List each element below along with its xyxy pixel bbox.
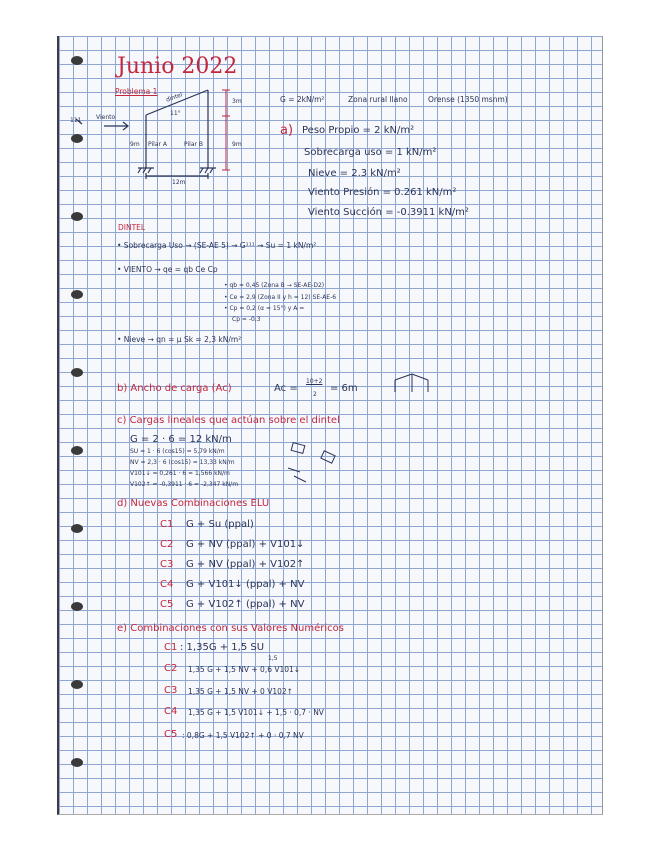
dim-top-right: 3m: [232, 98, 242, 105]
section-c-label: c) Cargas lineales que actúan sobre el dintel: [117, 415, 340, 426]
section-a-line: Sobrecarga uso = 1 kN/m²: [304, 147, 437, 158]
combo-id: C5: [160, 599, 174, 610]
combo-expr: G + V102↑ (ppal) + NV: [186, 599, 305, 610]
section-b-denominator: 2: [313, 391, 317, 398]
dintel-line: • Sobrecarga Uso → (SE-AE 5) → G¹¹¹ → Su = 1 kN/m²: [117, 241, 317, 250]
section-c-line: G = 2 · 6 = 12 kN/m: [130, 434, 232, 445]
section-c-line: SU = 1 · 6 (cos15) = 5,79 kN/m: [130, 448, 225, 455]
section-c-line: V102↑ = -0,3911 · 6 = -2,347 kN/m: [130, 481, 239, 488]
section-b-numerator: 10+2: [306, 378, 323, 385]
combo-margin-note: 1,5: [268, 655, 278, 662]
section-d-label: d) Nuevas Combinaciones ELU: [117, 498, 270, 509]
section-b-result: = 6m: [330, 383, 358, 394]
page-title: Junio 2022: [117, 54, 238, 79]
combo-expr: G + NV (ppal) + V102↑: [186, 559, 305, 570]
dim-span: 12m: [172, 179, 186, 186]
section-a-line: Viento Presión = 0.261 kN/m²: [308, 187, 457, 198]
combo-id: C4: [160, 579, 174, 590]
combo-id: C5: [164, 729, 178, 740]
combo-expr: G + Su (ppal): [186, 519, 254, 530]
section-c-line: NV = 2,3 · 6 (cos15) = 13,33 kN/m: [130, 459, 235, 466]
combo-expr: 1,35 G + 1,5 NV + 0,6 V101↓: [188, 665, 301, 674]
slope-angle: 11°: [170, 110, 181, 117]
rafter-label: dintel: [165, 91, 184, 104]
dintel-line: • Nieve → qn = μ Sk = 2,3 kN/m²: [117, 335, 242, 344]
pillar-a-label: Pilar A: [148, 141, 167, 148]
zone-text: Zona rural llano: [348, 95, 408, 104]
section-a-label: a): [280, 123, 294, 138]
combo-id: C4: [164, 706, 178, 717]
problem-heading: Problema 1: [115, 87, 158, 96]
combo-id: C1: [160, 519, 174, 530]
combo-expr: G + NV (ppal) + V101↓: [186, 539, 305, 550]
combo-id: C3: [160, 559, 174, 570]
wind-arrow-mark: 111: [70, 117, 82, 124]
section-a-line: Nieve = 2.3 kN/m²: [308, 168, 401, 179]
section-b-label: b) Ancho de carga (Ac): [117, 383, 232, 394]
dintel-sub: • Ce = 2,9 (Zona II y h = 12) SE-AE-6: [224, 294, 337, 301]
dintel-sub: • qb = 0,45 (Zona B → SE-AE-D2): [224, 282, 325, 289]
section-a-line: Viento Succión = -0.3911 kN/m²: [308, 207, 469, 218]
combo-expr: : 0,8G + 1,5 V102↑ + 0 · 0,7 NV: [182, 731, 304, 740]
self-weight-g: G = 2kN/m²: [280, 95, 325, 104]
city-text: Orense (1350 msnm): [428, 95, 508, 104]
dintel-sub: • Cp = 0,2 (α ≈ 15°) y A =: [224, 305, 305, 312]
section-e-label: e) Combinaciones con sus Valores Numéricos: [117, 623, 344, 634]
section-a-line: Peso Propio = 2 kN/m²: [302, 125, 415, 136]
combo-id: C2: [160, 539, 174, 550]
combo-id: C1: [164, 642, 178, 653]
dintel-line: • VIENTO → qe = qb Ce Cp: [117, 265, 218, 274]
combo-expr: : 1,35G + 1,5 SU: [180, 642, 265, 653]
dintel-heading: DINTEL: [118, 223, 146, 232]
pillar-b-label: Pilar B: [184, 141, 203, 148]
combo-expr: G + V101↓ (ppal) + NV: [186, 579, 305, 590]
section-c-line: V101↓ = 0,261 · 6 = 1,566 kN/m: [130, 470, 230, 477]
dim-height-left: 9m: [130, 141, 140, 148]
dintel-sub: Cp = -0,3: [232, 316, 261, 323]
combo-id: C3: [164, 685, 178, 696]
section-b-formula-left: Ac =: [274, 383, 298, 394]
wind-label: Viento: [96, 114, 116, 121]
combo-id: C2: [164, 663, 178, 674]
combo-expr: 1,35 G + 1,5 V101↓ + 1,5 · 0,7 · NV: [188, 708, 324, 717]
combo-expr: 1,35 G + 1,5 NV + 0 V102↑: [188, 687, 293, 696]
dim-height-right: 9m: [232, 141, 242, 148]
